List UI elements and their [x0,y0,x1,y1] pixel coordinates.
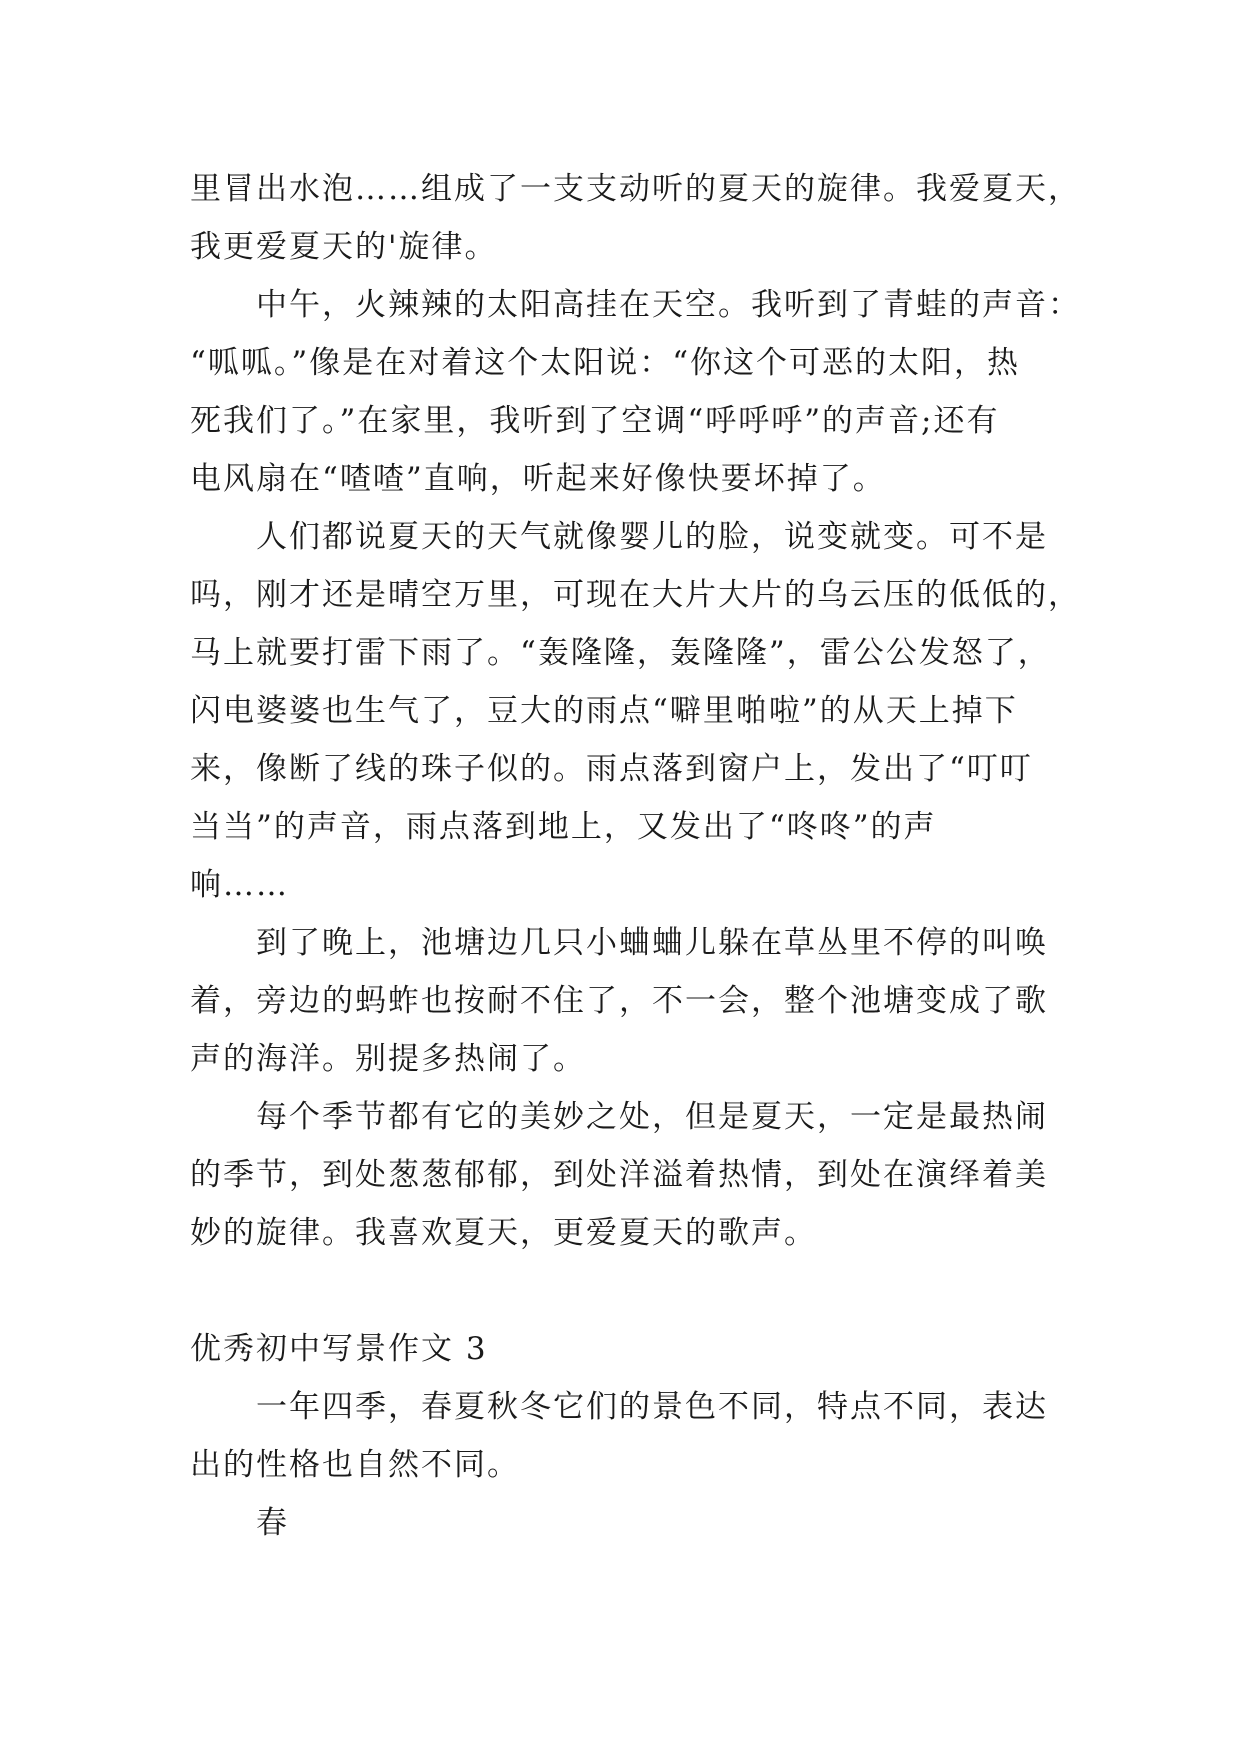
text-line: 中午，火辣辣的太阳高挂在天空。我听到了青蛙的声音： [256,287,1081,323]
text-line: 死我们了。”在家里，我听到了空调“呼呼呼”的声音;还有 [190,403,1000,439]
section-heading: 优秀初中写景作文 3 [190,1331,488,1367]
text-line: 春 [256,1505,289,1541]
text-line: 一年四季，春夏秋冬它们的景色不同，特点不同，表达 [256,1389,1048,1425]
text-line: 里冒出水泡……组成了一支支动听的夏天的旋律。我爱夏天， [190,171,1081,207]
text-line: 吗，刚才还是晴空万里，可现在大片大片的乌云压的低低的， [190,577,1081,613]
text-line: 我更爱夏天的'旋律。 [190,229,498,265]
text-line: 妙的旋律。我喜欢夏天，更爱夏天的歌声。 [190,1215,817,1251]
text-line: 响…… [190,867,289,903]
text-line: 出的性格也自然不同。 [190,1447,520,1483]
text-line: 马上就要打雷下雨了。“轰隆隆，轰隆隆”，雷公公发怒了， [190,635,1051,671]
text-line: 人们都说夏天的天气就像婴儿的脸，说变就变。可不是 [256,519,1048,555]
text-line: 闪电婆婆也生气了，豆大的雨点“噼里啪啦”的从天上掉下 [190,693,1018,729]
text-line: 电风扇在“喳喳”直响，听起来好像快要坏掉了。 [190,461,886,497]
text-line: 的季节，到处葱葱郁郁，到处洋溢着热情，到处在演绎着美 [190,1157,1048,1193]
text-line: 着，旁边的蚂蚱也按耐不住了，不一会，整个池塘变成了歌 [190,983,1048,1019]
text-line: “呱呱。”像是在对着这个太阳说：“你这个可恶的太阳，热 [190,345,1021,381]
essay-text [190,160,1081,1262]
text-line: 当当”的声音，雨点落到地上，又发出了“咚咚”的声 [190,809,937,845]
document-body [190,160,1081,1552]
text-line: 到了晚上，池塘边几只小蛐蛐儿躲在草丛里不停的叫唤 [256,925,1048,961]
section-spacer [190,1262,1070,1320]
text-line: 来，像断了线的珠子似的。雨点落到窗户上，发出了“叮叮 [190,751,1033,787]
text-line: 每个季节都有它的美妙之处，但是夏天，一定是最热闹 [256,1099,1048,1135]
section-text [190,1378,1070,1552]
text-line: 声的海洋。别提多热闹了。 [190,1041,586,1077]
